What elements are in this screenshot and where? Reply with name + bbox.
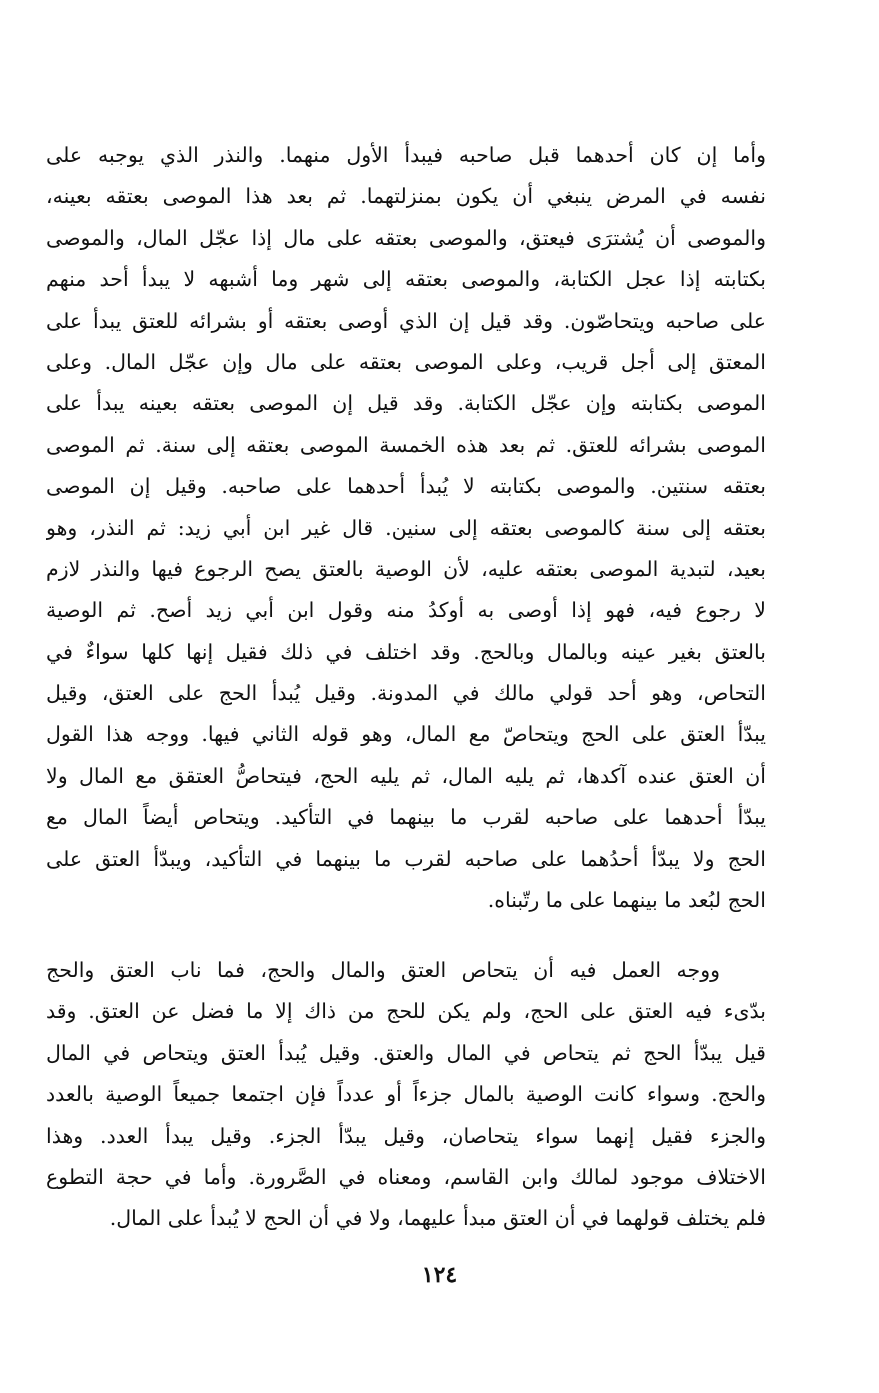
text-line: وأما إن كان أحدهما قبل صاحبه فيبدأ الأول منهما. والنذر الذي يوجبه على [46, 143, 766, 167]
text-line: يبدّأ أحدهما على صاحبه لقرب ما بينهما في التأكيد. ويتحاص أيضاً المال مع [46, 805, 766, 830]
text-line: فلم يختلف قولهما في أن العتق مبدأ عليهما، ولا في أن الحج لا يُبدأ على المال. [109, 1206, 766, 1231]
text-line: بعتقه إلى سنة كالموصى بعتقه إلى سنين. قال غير ابن أبي زيد: ثم النذر، وهو [46, 515, 766, 540]
text-line: الموصى بشرائه للعتق. ثم بعد هذه الخمسة الموصى بعتقه إلى سنة. ثم الموصى [46, 432, 766, 457]
text-line: بعيد، لتبدية الموصى بعتقه عليه، لأن الوصية بالعتق يصح الرجوع فيها والنذر لازم [46, 556, 766, 581]
text-line: قيل يبدّأ الحج ثم يتحاص في المال والعتق. وقيل يُبدأ العتق ويتحاص في المال [46, 1040, 766, 1065]
text-line: بدّىء فيه العتق على الحج، ولم يكن للحج من ذاك إلا ما فضل عن العتق. وقد [46, 999, 766, 1024]
page-number: ١٢٤ [421, 1262, 458, 1288]
text-line: التحاص، وهو أحد قولي مالك في المدونة. وقيل يُبدأ الحج على العتق، وقيل [46, 681, 766, 706]
text-line: بالعتق بغير عينه وبالمال وبالحج. وقد اختلف في ذلك فقيل إنها كلها سواءٌ في [46, 639, 766, 664]
text-line: والجزء فقيل إنهما سواء يتحاصان، وقيل يبدّأ الجزء. وقيل يبدأ العدد. وهذا [46, 1123, 766, 1148]
text-line: على صاحبه ويتحاصّون. وقد قيل إن الذي أوصى بعتقه أو بشرائه للعتق يبدأ على [46, 308, 766, 333]
text-line: الموصى بكتابته وإن عجّل الكتابة. وقد قيل إن الموصى بعتقه بعينه يبدأ على [46, 391, 766, 416]
text-line: ووجه العمل فيه أن يتحاص العتق والمال والحج، فما ناب العتق والحج [46, 958, 720, 982]
text-line: بكتابته إذا عجل الكتابة، والموصى بعتقه إلى شهر وما أشبهه لا يبدأ أحد منهم [46, 267, 766, 292]
text-line: الاختلاف موجود لمالك وابن القاسم، ومعناه في الصَّرورة. وأما في حجة التطوع [46, 1164, 766, 1189]
text-line: بعتقه سنتين. والموصى بكتابته لا يُبدأ أحدهما على صاحبه. وقيل إن الموصى [46, 474, 766, 499]
text-line: المعتق إلى أجل قريب، وعلى الموصى بعتقه على مال وإن عجّل المال. وعلى [46, 349, 766, 374]
text-line: والموصى أن يُشترَى فيعتق، والموصى بعتقه على مال إذا عجّل المال، والموصى [46, 225, 766, 250]
text-line: نفسه في المرض ينبغي أن يكون بمنزلتهما. ثم بعد هذا الموصى بعتقه بعينه، [46, 184, 766, 209]
paragraph-1 [46, 135, 766, 921]
text-line: أن العتق عنده آكدها، ثم يليه المال، ثم يليه الحج، فيتحاصُّ العتقق مع المال ولا [46, 763, 766, 788]
text-line: الحج لبُعد ما بينهما على ما رتّبناه. [487, 888, 766, 913]
text-line: والحج. وسواء كانت الوصية بالمال جزءاً أو عدداً فإن اجتمعا جميعاً الوصية بالعدد [46, 1082, 766, 1107]
text-line: لا رجوع فيه، فهو إذا أوصى به أوكدُ منه وقول ابن أبي زيد أصح. ثم الوصية [46, 598, 766, 623]
text-line: يبدّأ العتق على الحج ويتحاصّ مع المال، وهو قوله الثاني فيها. ووجه هذا القول [46, 722, 766, 747]
paragraph-2 [46, 950, 766, 1240]
text-line: الحج ولا يبدّأ أحدُهما على صاحبه لقرب ما بينهما في التأكيد، ويبدّأ العتق على [46, 846, 766, 871]
